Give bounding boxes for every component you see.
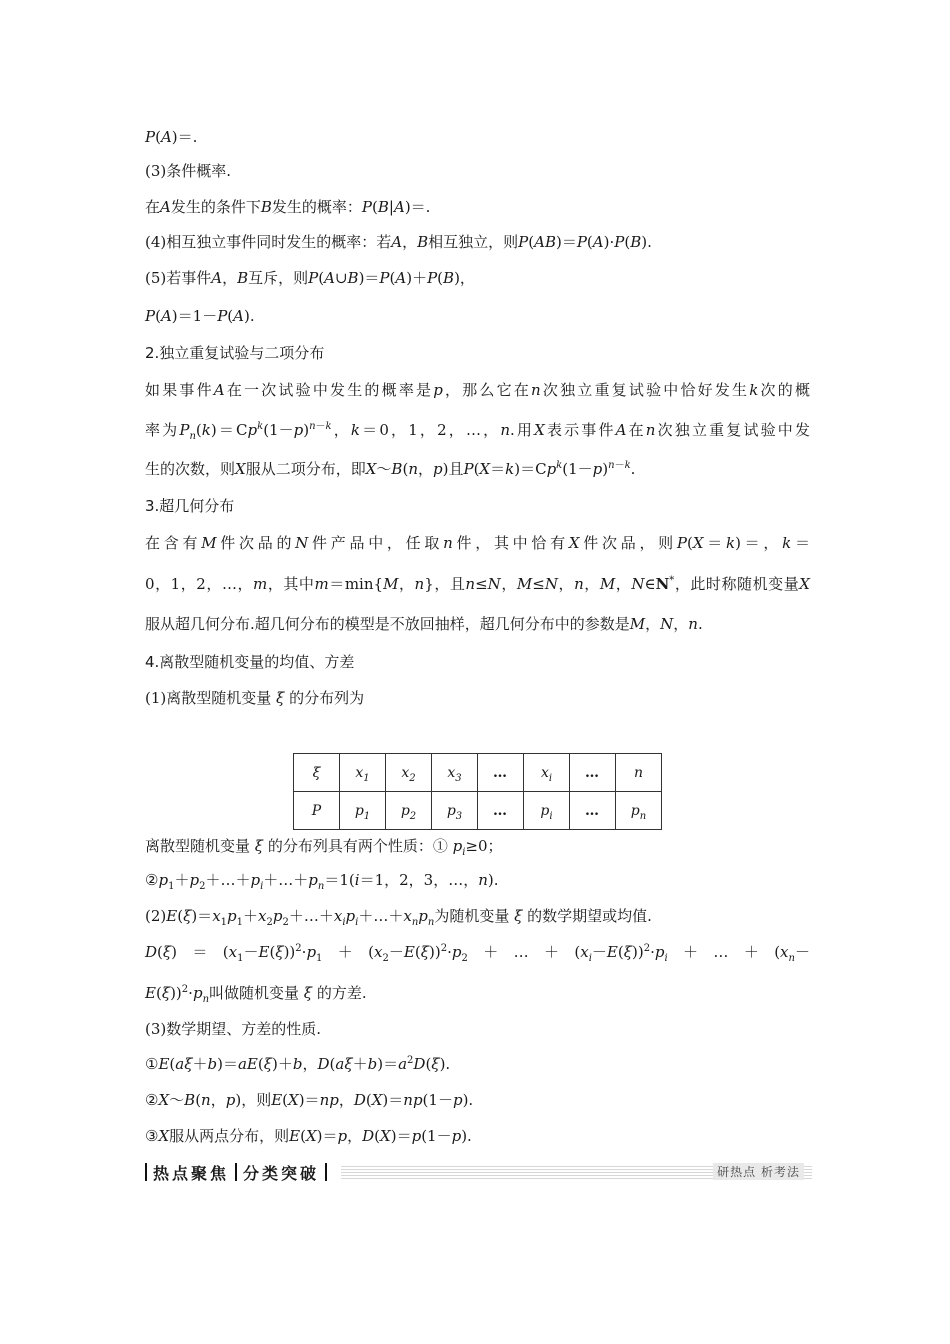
table-row xyxy=(294,754,662,792)
section-heading: 3.超几何分布 xyxy=(145,497,235,515)
table-cell: $p_i$ xyxy=(524,792,570,830)
text-line: $D(\xi)=(x_1-E(\xi))^2\cdot p_1+(x_2-E(\xi))^2\cdot p_2+\dots+(x_i-E(\xi))^2\cdot p_i+\dots+(x_n-$ xyxy=(145,943,810,964)
table-cell: … xyxy=(478,792,524,830)
text-line: $E(\xi))^2\cdot p_n$叫做随机变量 ξ 的方差. xyxy=(145,984,367,1005)
table-cell: $x_1$ xyxy=(340,754,386,792)
text-line: 率为$P_n(k)=Cp^k(1-p)^{n-k}$，k＝0，1，2，…，n.用X表示事件A在n次独立重复试验中发 xyxy=(145,421,810,442)
divider xyxy=(235,1163,237,1181)
text-line: (5)若事件A，B互斥，则P(A∪B)＝P(A)＋P(B)， xyxy=(145,269,475,287)
text-line: ①E(aξ＋b)＝aE(ξ)＋b，$D(a\xi+b)=a^2D(\xi)$. xyxy=(145,1055,451,1073)
text-line: 服从超几何分布.超几何分布的模型是不放回抽样，超几何分布中的参数是M，N，n. xyxy=(145,615,703,633)
table-cell: P xyxy=(294,792,340,830)
text-line: 离散型随机变量 ξ 的分布列具有两个性质：① $p_i\ge 0$； xyxy=(145,837,503,858)
section-heading: 2.独立重复试验与二项分布 xyxy=(145,344,325,362)
text-line: (3)条件概率. xyxy=(145,162,232,180)
table-cell: n xyxy=(616,754,662,792)
table-cell: ξ xyxy=(294,754,340,792)
table-cell: $p_3$ xyxy=(432,792,478,830)
text-line: ②X～B(n，p)，则E(X)＝np，D(X)＝np(1－p). xyxy=(145,1091,474,1109)
table-cell: $x_3$ xyxy=(432,754,478,792)
table-cell: $x_2$ xyxy=(386,754,432,792)
table-cell: $p_1$ xyxy=(340,792,386,830)
text-line: (3)数学期望、方差的性质. xyxy=(145,1020,322,1038)
text-line: $(2)E(\xi)=x_1p_1+x_2p_2+\dots+x_ip_i+\dots+x_np_n$为随机变量 ξ 的数学期望或均值. xyxy=(145,907,652,928)
text-line: 在含有M件次品的N件产品中，任取n件，其中恰有X件次品，则P(X＝k)＝，k＝ xyxy=(145,534,810,552)
table-cell: … xyxy=(570,792,616,830)
table-cell: $p_n$ xyxy=(616,792,662,830)
table-row xyxy=(294,792,662,830)
text-line: ③X服从两点分布，则E(X)＝p，D(X)＝p(1－p). xyxy=(145,1127,472,1145)
text-line: P(A)＝1－P(A). xyxy=(145,307,255,325)
banner-title-part2: 分类突破 xyxy=(243,1163,320,1183)
banner-subtitle: 研热点 析考法 xyxy=(713,1163,804,1180)
section-banner xyxy=(145,1160,812,1184)
text-line: P(A)＝. xyxy=(145,128,198,146)
table-cell: $p_2$ xyxy=(386,792,432,830)
text-line: 0，1，2，…，m，其中m＝min{M，n}，且n≤N，M≤N，n，M，N∈N*，此时称随机变量X xyxy=(145,575,810,593)
text-line: 在A发生的条件下B发生的概率：P(B|A)＝. xyxy=(145,198,431,216)
text-line: (1)离散型随机变量 ξ 的分布列为 xyxy=(145,689,365,707)
text-line: $②p_1+p_2+\dots+p_i+\dots+p_n=1(i=1$，2，3，…，n). xyxy=(145,871,499,892)
text-line: 如果事件A在一次试验中发生的概率是p，那么它在n次独立重复试验中恰好发生k次的概 xyxy=(145,381,810,399)
divider xyxy=(145,1163,147,1181)
banner-title xyxy=(145,1161,341,1183)
section-heading: 4.离散型随机变量的均值、方差 xyxy=(145,653,355,671)
text-line: (4)相互独立事件同时发生的概率：若A，B相互独立，则P(AB)＝P(A)·P(B). xyxy=(145,233,652,251)
banner-title-part1: 热点聚焦 xyxy=(153,1163,230,1183)
table-cell: … xyxy=(570,754,616,792)
table-cell: … xyxy=(478,754,524,792)
divider xyxy=(325,1163,327,1181)
distribution-table xyxy=(293,753,662,830)
table-cell: $x_i$ xyxy=(524,754,570,792)
text-line: 生的次数，则X服从二项分布，即X～B(n，p)且$P(X=k)=Cp^k(1-p)^{n-k}$. xyxy=(145,460,636,478)
